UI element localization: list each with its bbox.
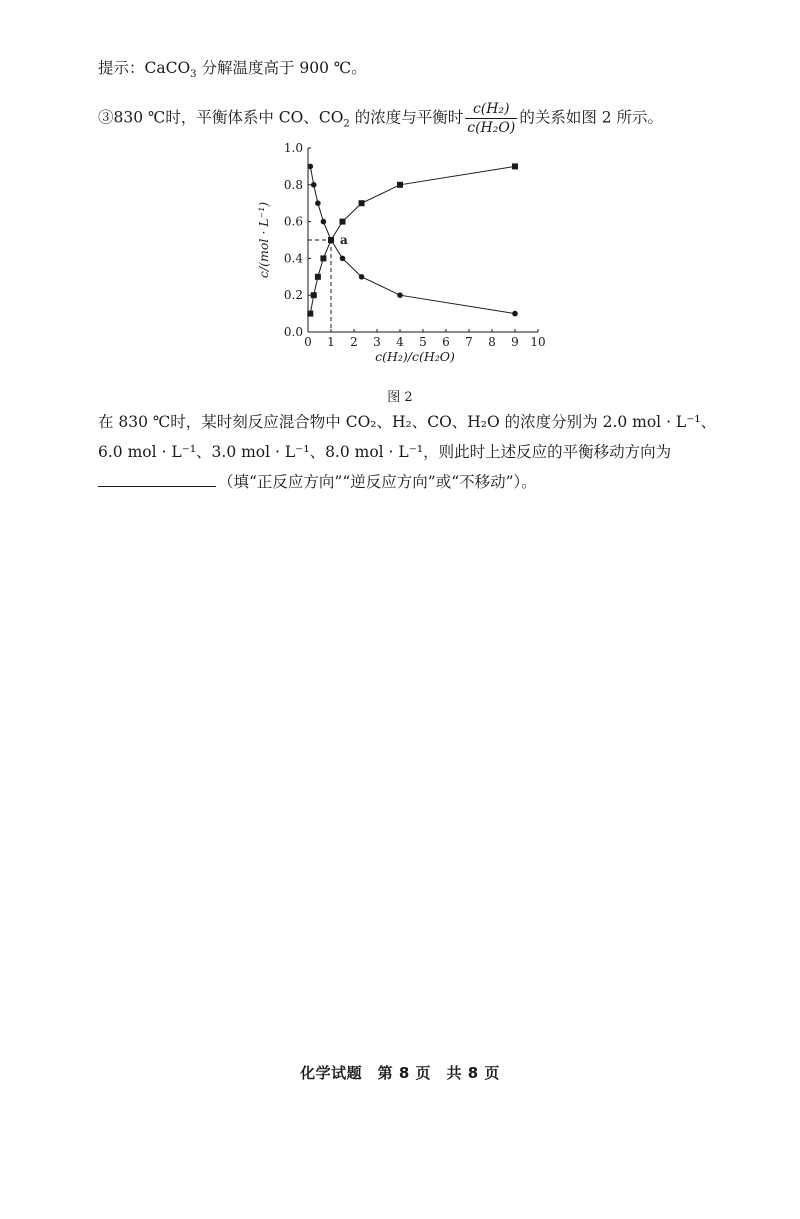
x-tick-label: 2 [350,335,358,349]
x-tick-label: 4 [396,335,404,349]
x-tick-label: 8 [488,335,496,349]
hint-line: 提示：CaCO$_3$ 分解温度高于 900 ℃。 [98,59,367,81]
data-point-circle [359,274,365,280]
data-point-circle [315,200,321,206]
data-point-circle [512,311,518,317]
x-tick-label: 6 [442,335,450,349]
x-tick-label: 5 [419,335,427,349]
data-point-square [307,311,313,317]
x-tick-label: 0 [304,335,312,349]
data-point-circle [308,164,314,170]
x-tick-label: 10 [530,335,546,349]
data-point-square [311,292,317,298]
data-point-square [340,219,346,225]
answer-blank[interactable] [98,472,216,487]
data-point-circle [340,256,346,262]
y-tick-label: 0.4 [283,251,303,266]
y-tick-label: 0.8 [283,177,303,192]
concentration-chart [250,138,550,378]
x-tick-label: 3 [373,335,381,349]
data-point-circle [321,219,327,225]
data-point-square [512,163,518,169]
paragraph-line-1: 在 830 ℃时，某时刻反应混合物中 CO₂、H₂、CO、H₂O 的浓度分别为 2.0 mol · L⁻¹、 [98,413,717,431]
data-point-square [328,237,334,243]
y-tick-label: 1.0 [283,141,303,155]
data-point-square [359,200,365,206]
x-tick-label: 7 [465,335,473,349]
concentration-ratio-fraction: $\frac{\text{c(H₂)}}{\text{c(H₂O)}}$ [467,101,516,136]
figure-caption: 图 2 [387,390,413,405]
chart-axes [284,141,546,349]
y-tick-label: 0.0 [283,325,303,339]
data-point-circle [397,292,403,298]
paragraph-line-2: 6.0 mol · L⁻¹、3.0 mol · L⁻¹、8.0 mol · L⁻¹，则此时上述反应的平衡移动方向为 [98,443,672,461]
question-3-line: ③830 ℃时，平衡体系中 CO、$CO_2$ 的浓度与平衡时 $\frac{\text{c(H₂)}}{\text{c(H₂O)}}$ 的关系如图 2 所示。 [98,101,664,136]
y-tick-label: 0.2 [283,288,303,303]
y-tick-label: 0.6 [283,214,303,229]
x-axis-label: c(H₂)/c(H₂O) [375,349,455,364]
x-tick-label: 9 [511,335,519,349]
page-footer: 化学试题 第 8 页 共 8 页 [300,1064,500,1082]
data-point-square [320,255,326,261]
paragraph-line-3: （填“正反应方向”“逆反应方向”或“不移动”）。 [98,472,537,492]
x-tick-label: 1 [327,335,335,349]
annotation-label: a [340,233,348,247]
y-axis-label: c/(mol · L⁻¹) [256,201,271,279]
chart-series [307,163,518,332]
data-point-circle [311,182,317,188]
data-point-square [397,182,403,188]
data-point-square [315,274,321,280]
